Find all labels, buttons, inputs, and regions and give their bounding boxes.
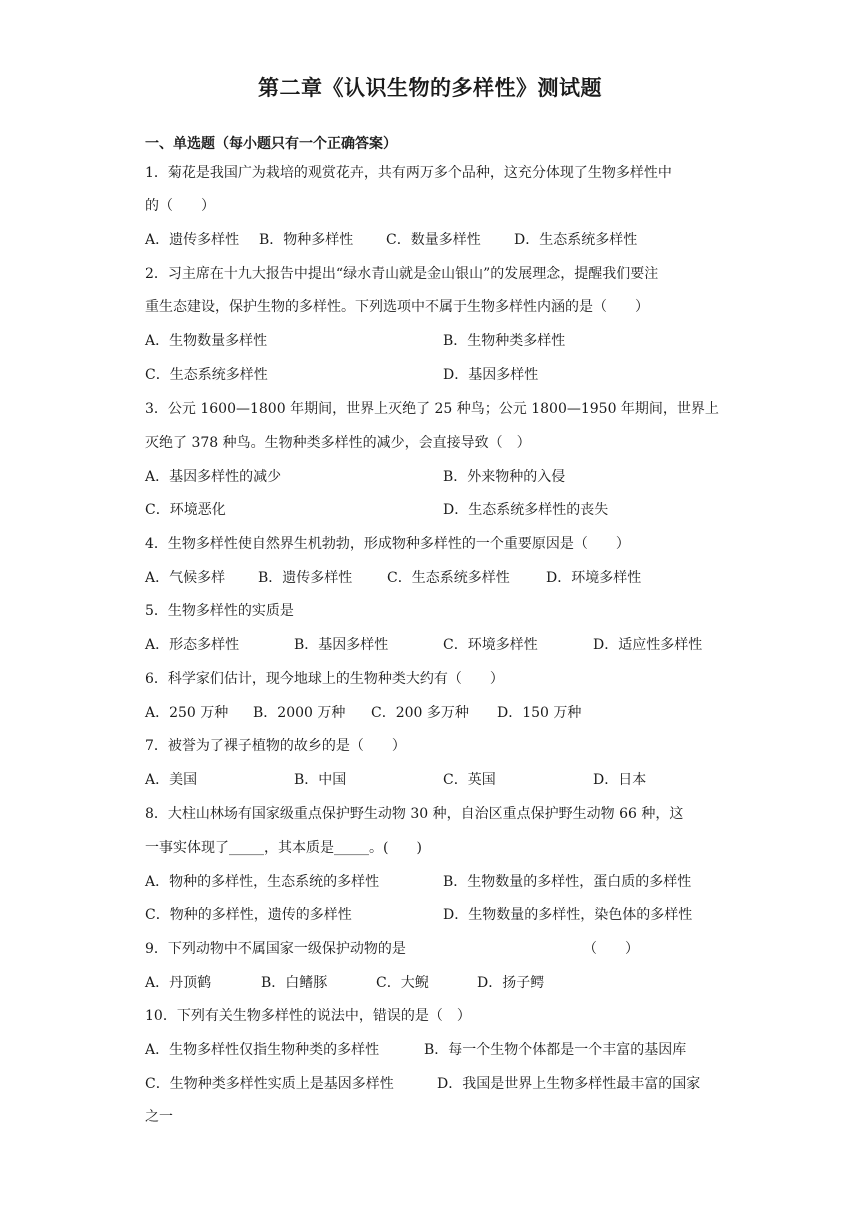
question-1-line-2: 的（ ）	[145, 198, 215, 214]
question-10-option-b: B．每一个生物个体都是一个丰富的基因库	[424, 1042, 687, 1058]
question-9-option-c: C．大鲵	[376, 975, 429, 991]
question-1-line-1: 1．菊花是我国广为栽培的观赏花卉，共有两万多个品种，这充分体现了生物多样性中	[145, 165, 672, 181]
question-1-option-a: A．遗传多样性	[145, 232, 240, 248]
question-10-line-1: 10．下列有关生物多样性的说法中，错误的是（ ）	[145, 1008, 471, 1024]
question-9-answer-bracket: （ ）	[583, 941, 639, 957]
question-3-option-d: D．生态系统多样性的丧失	[443, 502, 609, 518]
question-5-option-d: D．适应性多样性	[593, 637, 703, 653]
question-9-option-d: D．扬子鳄	[477, 975, 545, 991]
question-3-option-b: B．外来物种的入侵	[443, 469, 566, 485]
question-2-line-2: 重生态建设，保护生物的多样性。下列选项中不属于生物多样性内涵的是（ ）	[145, 299, 649, 315]
question-7-option-d: D．日本	[593, 772, 647, 788]
question-2-option-c: C．生态系统多样性	[145, 367, 268, 383]
question-2-option-d: D．基因多样性	[443, 367, 539, 383]
question-1-option-c: C．数量多样性	[386, 232, 481, 248]
question-6-option-c: C．200 多万种	[371, 705, 469, 721]
question-2-option-a: A．生物数量多样性	[145, 333, 268, 349]
question-3-option-a: A．基因多样性的减少	[145, 469, 282, 485]
question-9-line-1: 9．下列动物中不属国家一级保护动物的是	[145, 941, 406, 957]
question-6-option-d: D．150 万种	[497, 705, 582, 721]
question-10-option-c: C．生物种类多样性实质上是基因多样性	[145, 1076, 394, 1092]
question-10-option-d-continued: 之一	[145, 1109, 173, 1125]
question-5-option-a: A．形态多样性	[145, 637, 240, 653]
question-3-line-2: 灭绝了 378 种鸟。生物种类多样性的减少，会直接导致（ ）	[145, 435, 531, 451]
question-4-option-c: C．生态系统多样性	[387, 570, 510, 586]
question-8-line-2: 一事实体现了_____，其本质是_____。( )	[145, 840, 422, 856]
question-7-option-a: A．美国	[145, 772, 198, 788]
question-6-line-1: 6．科学家们估计，现今地球上的生物种类大约有（ ）	[145, 671, 504, 687]
question-1-option-b: B．物种多样性	[259, 232, 354, 248]
question-6-option-a: A．250 万种	[145, 705, 229, 721]
question-1-option-d: D．生态系统多样性	[514, 232, 638, 248]
question-8-option-d: D．生物数量的多样性，染色体的多样性	[443, 907, 693, 923]
question-10-option-d: D．我国是世界上生物多样性最丰富的国家	[437, 1076, 701, 1092]
question-2-line-1: 2．习主席在十九大报告中提出“绿水青山就是金山银山”的发展理念，提醒我们要注	[145, 266, 659, 282]
document-title: 第二章《认识生物的多样性》测试题	[258, 75, 602, 100]
section-heading: 一、单选题（每小题只有一个正确答案）	[145, 136, 397, 152]
question-7-option-b: B．中国	[294, 772, 347, 788]
question-4-option-d: D．环境多样性	[546, 570, 642, 586]
question-5-option-c: C．环境多样性	[443, 637, 538, 653]
question-8-option-b: B．生物数量的多样性，蛋白质的多样性	[443, 874, 692, 890]
question-4-line-1: 4．生物多样性使自然界生机勃勃，形成物种多样性的一个重要原因是（ ）	[145, 536, 630, 552]
question-5-option-b: B．基因多样性	[294, 637, 389, 653]
question-2-option-b: B．生物种类多样性	[443, 333, 566, 349]
question-9-option-b: B．白鳍豚	[261, 975, 328, 991]
question-7-line-1: 7．被誉为了裸子植物的故乡的是（ ）	[145, 738, 406, 754]
question-8-line-1: 8．大柱山林场有国家级重点保护野生动物 30 种，自治区重点保护野生动物 66 种，这	[145, 806, 684, 822]
question-4-option-b: B．遗传多样性	[258, 570, 353, 586]
question-6-option-b: B．2000 万种	[253, 705, 346, 721]
question-8-option-a: A．物种的多样性，生态系统的多样性	[145, 874, 380, 890]
question-3-line-1: 3．公元 1600—1800 年期间，世界上灭绝了 25 种鸟；公元 1800—1950 年期间，世界上	[145, 401, 719, 417]
question-8-option-c: C．物种的多样性，遗传的多样性	[145, 907, 352, 923]
question-4-option-a: A．气候多样	[145, 570, 226, 586]
question-7-option-c: C．英国	[443, 772, 496, 788]
question-9-option-a: A．丹顶鹤	[145, 975, 212, 991]
question-10-option-a: A．生物多样性仅指生物种类的多样性	[145, 1042, 380, 1058]
question-5-line-1: 5．生物多样性的实质是	[145, 603, 294, 619]
question-3-option-c: C．环境恶化	[145, 502, 226, 518]
